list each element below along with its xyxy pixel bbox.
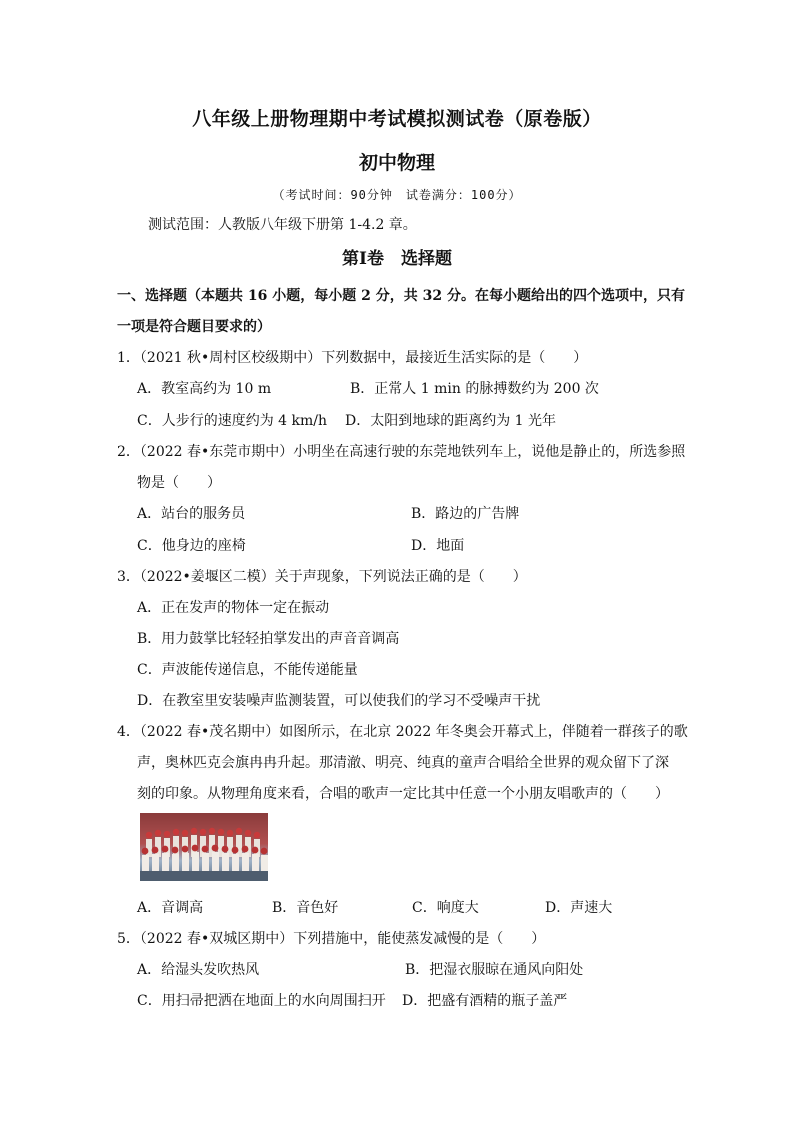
exam-title: 八年级上册物理期中考试模拟测试卷（原卷版） (192, 108, 602, 130)
section-title: 第Ⅰ卷 选择题 (342, 249, 452, 269)
question-1-option-a: A．教室高约为 10 m (137, 381, 272, 397)
exam-info: （考试时间：90分钟 试卷满分：100分） (272, 188, 522, 202)
exam-subtitle: 初中物理 (358, 152, 435, 174)
question-4-option-c: C．响度大 (412, 900, 479, 916)
question-4-option-d: D．声速大 (545, 900, 613, 916)
question-1-option-c: C．人步行的速度约为 4 km/h (137, 413, 328, 429)
question-1-stem: 1．（2021 秋•周村区校级期中）下列数据中，最接近生活实际的是（ ） (117, 350, 588, 366)
question-2-option-d: D．地面 (411, 538, 465, 554)
question-4-option-a: A．音调高 (137, 900, 204, 916)
question-5-option-d: D．把盛有酒精的瓶子盖严 (402, 993, 568, 1009)
question-2-option-a: A．站台的服务员 (137, 506, 246, 522)
section-intro-line2: 一项是符合题目要求的） (117, 319, 271, 335)
question-5-option-a: A．给湿头发吹热风 (137, 962, 260, 978)
question-2-option-c: C．他身边的座椅 (137, 538, 246, 554)
question-3-option-c: C．声波能传递信息，不能传递能量 (137, 662, 358, 678)
question-3-stem: 3．（2022•姜堰区二模）关于声现象，下列说法正确的是（ ） (117, 569, 527, 585)
section-intro-line1: 一、选择题（本题共 16 小题，每小题 2 分，共 32 分。在每小题给出的四个选项中，只有 (117, 288, 685, 304)
question-2-stem-line1: 2．（2022 春•东莞市期中）小明坐在高速行驶的东莞地铁列车上，说他是静止的，所选参照 (117, 444, 686, 460)
test-range: 测试范围：人教版八年级下册第 1-4.2 章。 (148, 217, 417, 233)
choir-photo (140, 813, 268, 881)
question-2-stem-line2: 物是（ ） (137, 475, 221, 491)
question-1-option-b: B．正常人 1 min 的脉搏数约为 200 次 (350, 381, 599, 397)
question-5-option-b: B．把湿衣服晾在通风向阳处 (405, 962, 584, 978)
question-4-option-b: B．音色好 (272, 900, 339, 916)
question-4-stem-line2: 声，奥林匹克会旗冉冉升起。那清澈、明亮、纯真的童声合唱给全世界的观众留下了深 (137, 755, 669, 771)
question-3-option-b: B．用力鼓掌比轻轻拍掌发出的声音音调高 (137, 631, 400, 647)
question-1-option-d: D．太阳到地球的距离约为 1 光年 (345, 413, 557, 429)
question-2-option-b: B．路边的广告牌 (411, 506, 520, 522)
question-3-option-a: A．正在发声的物体一定在振动 (137, 600, 330, 616)
question-3-option-d: D．在教室里安装噪声监测装置，可以使我们的学习不受噪声干扰 (137, 693, 541, 709)
question-5-option-c: C．用扫帚把洒在地面上的水向周围扫开 (137, 993, 386, 1009)
question-4-stem-line3: 刻的印象。从物理角度来看，合唱的歌声一定比其中任意一个小朋友唱歌声的（ ） (137, 786, 669, 802)
question-5-stem: 5．（2022 春•双城区期中）下列措施中，能使蒸发减慢的是（ ） (117, 931, 546, 947)
question-4-stem-line1: 4．（2022 春•茂名期中）如图所示，在北京 2022 年冬奥会开幕式上，伴随着一群孩子的歌 (117, 724, 688, 740)
